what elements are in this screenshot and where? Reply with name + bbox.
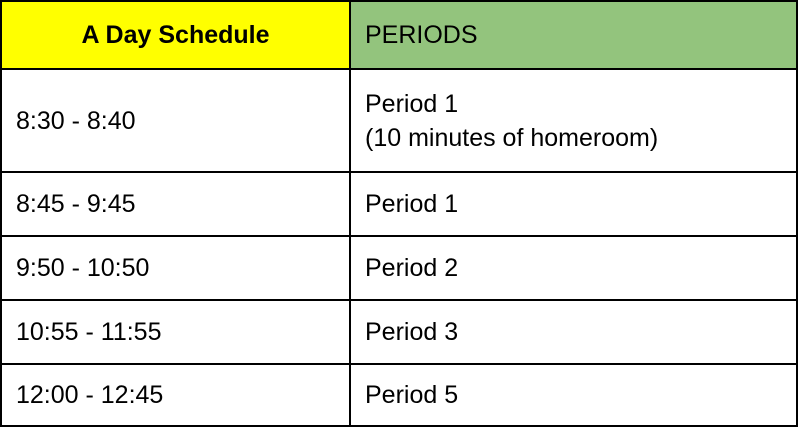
period-label: Period 1 [365,89,459,118]
period-note: (10 minutes of homeroom) [365,123,659,152]
table-row [1,300,797,364]
time-cell: 9:50 - 10:50 [1,236,350,300]
period-cell: Period 1 [350,172,797,236]
period-cell: Period 2 [350,236,797,300]
table-header-row [1,1,797,69]
period-cell [350,69,797,172]
time-cell: 10:55 - 11:55 [1,300,350,364]
period-cell: Period 5 [350,364,797,426]
period-cell: Period 3 [350,300,797,364]
time-column-header: A Day Schedule [1,1,350,69]
table-row [1,69,797,172]
time-cell: 8:30 - 8:40 [1,69,350,172]
time-cell: 12:00 - 12:45 [1,364,350,426]
table-row [1,172,797,236]
table-row [1,236,797,300]
time-cell: 8:45 - 9:45 [1,172,350,236]
table-row [1,364,797,426]
period-column-header: PERIODS [350,1,797,69]
